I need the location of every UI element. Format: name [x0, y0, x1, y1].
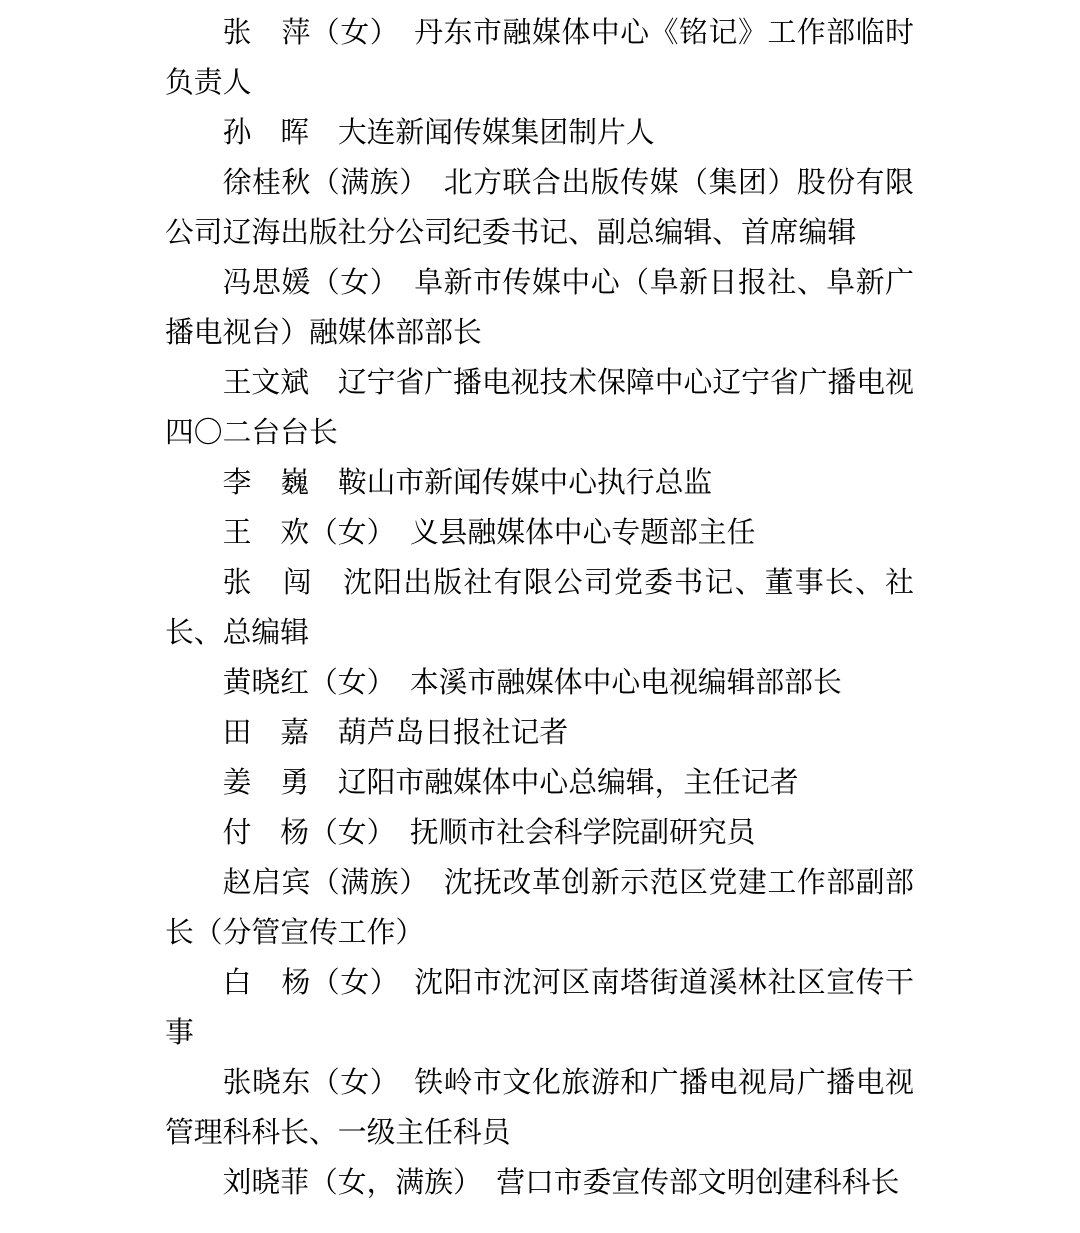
name-title-separator [385, 967, 414, 999]
person-title: 鞍山市新闻传媒中心执行总监 [337, 467, 713, 499]
person-name: 白 杨 [222, 967, 311, 999]
person-name: 张 萍 [222, 17, 311, 49]
name-title-separator [309, 467, 338, 499]
name-title-separator [309, 717, 338, 749]
person-title: 辽阳市融媒体中心总编辑，主任记者 [337, 767, 799, 799]
person-note: （女） [310, 967, 385, 999]
list-entry [165, 458, 914, 508]
person-name: 徐桂秋 [222, 167, 311, 199]
person-note: （女） [309, 517, 381, 549]
person-title: 沈抚改革创新示范区党建工作部副部长（分管宣传工作） [165, 867, 914, 949]
person-title: 义县融媒体中心专题部主任 [409, 517, 756, 549]
list-entry [165, 1058, 914, 1158]
list-entry [165, 158, 914, 258]
name-title-separator [385, 267, 414, 299]
person-title: 丹东市融媒体中心《铭记》工作部临时负责人 [165, 17, 914, 99]
person-title: 大连新闻传媒集团制片人 [337, 117, 655, 149]
person-title: 本溪市融媒体中心电视编辑部部长 [409, 667, 842, 699]
person-title: 抚顺市社会科学院副研究员 [409, 817, 756, 849]
name-title-separator [467, 1167, 496, 1199]
list-entry [165, 508, 914, 558]
person-note: （满族） [310, 867, 415, 899]
name-title-separator [381, 517, 410, 549]
person-title: 铁岭市文化旅游和广播电视局广播电视管理科科长、一级主任科员 [165, 1067, 914, 1149]
name-title-separator [414, 167, 443, 199]
list-entry [165, 558, 914, 658]
person-note: （满族） [310, 167, 415, 199]
person-title: 沈阳市沈河区南塔街道溪林社区宣传干事 [165, 967, 914, 1049]
list-entry [165, 1158, 914, 1208]
person-name: 田 嘉 [222, 717, 309, 749]
name-title-separator [414, 867, 443, 899]
name-title-separator [309, 117, 338, 149]
name-title-separator [381, 667, 410, 699]
person-name: 冯思媛 [222, 267, 311, 299]
person-name: 姜 勇 [222, 767, 309, 799]
name-title-separator [385, 1067, 414, 1099]
list-entry [165, 758, 914, 808]
list-entry [165, 358, 914, 458]
person-name: 王 欢 [222, 517, 309, 549]
list-entry [165, 708, 914, 758]
person-title: 葫芦岛日报社记者 [337, 717, 569, 749]
list-entry [165, 958, 914, 1058]
name-title-separator [381, 817, 410, 849]
person-name: 孙 晖 [222, 117, 309, 149]
person-name: 赵启宾 [222, 867, 311, 899]
person-name: 王文斌 [222, 367, 310, 399]
person-name: 张晓东 [222, 1067, 311, 1099]
awardee-list [165, 8, 914, 1208]
list-entry [165, 8, 914, 108]
name-title-separator [313, 567, 343, 599]
person-note: （女） [310, 1067, 385, 1099]
person-title: 沈阳出版社有限公司党委书记、董事长、社长、总编辑 [165, 567, 914, 649]
person-name: 黄晓红 [222, 667, 309, 699]
list-entry [165, 108, 914, 158]
list-entry [165, 808, 914, 858]
name-title-separator [309, 767, 338, 799]
name-title-separator [309, 367, 338, 399]
person-name: 付 杨 [222, 817, 309, 849]
person-name: 张 闯 [222, 567, 313, 599]
person-note: （女） [310, 17, 385, 49]
person-note: （女，满族） [309, 1167, 468, 1199]
list-entry [165, 658, 914, 708]
person-note: （女） [310, 267, 385, 299]
person-note: （女） [309, 667, 381, 699]
person-title: 营口市委宣传部文明创建科科长 [496, 1167, 900, 1199]
person-name: 刘晓菲 [222, 1167, 309, 1199]
person-name: 李 巍 [222, 467, 309, 499]
person-title: 北方联合出版传媒（集团）股份有限公司辽海出版社分公司纪委书记、副总编辑、首席编辑 [165, 167, 914, 249]
person-title: 阜新市传媒中心（阜新日报社、阜新广播电视台）融媒体部部长 [165, 267, 914, 349]
name-title-separator [385, 17, 414, 49]
list-entry [165, 258, 914, 358]
list-entry [165, 858, 914, 958]
person-note: （女） [309, 817, 381, 849]
person-title: 辽宁省广播电视技术保障中心辽宁省广播电视四〇二台台长 [165, 367, 914, 449]
